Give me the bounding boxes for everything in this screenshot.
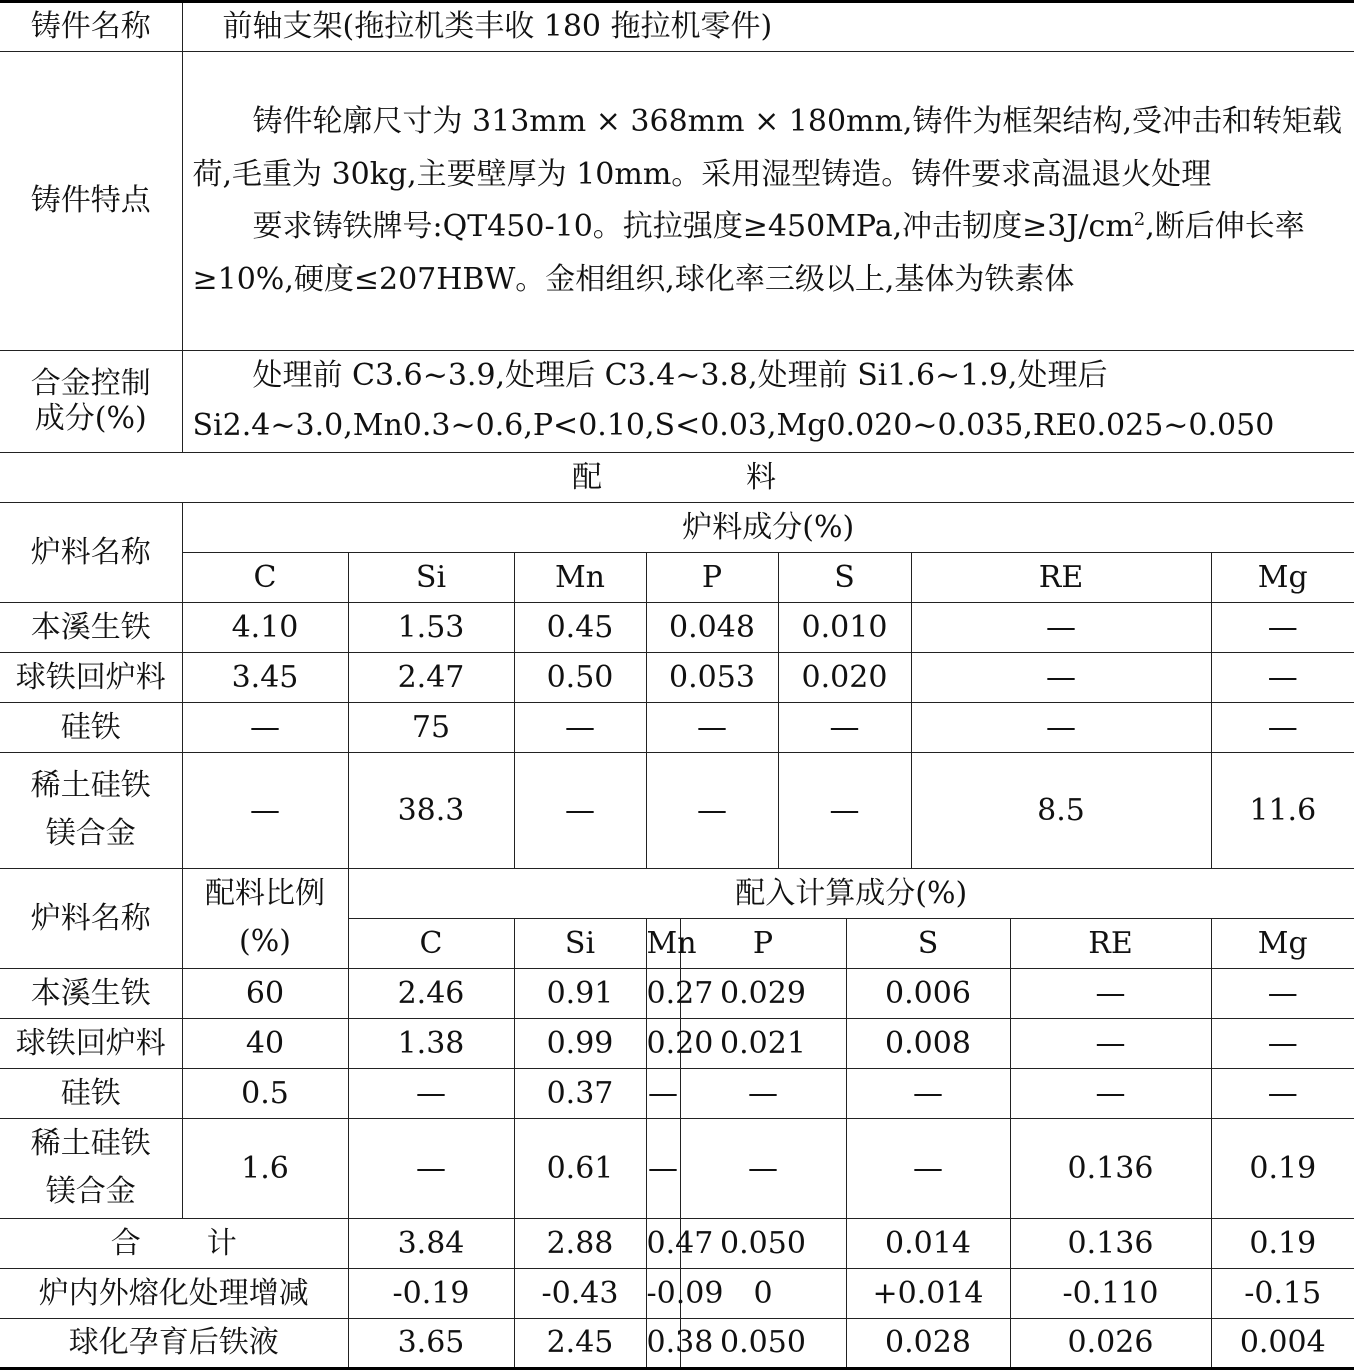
cell-c: 4.10	[182, 602, 348, 652]
cell-re: -0.110	[1010, 1268, 1211, 1318]
charge-name-header: 炉料名称	[0, 502, 182, 602]
cell-ratio: 40	[182, 1018, 348, 1068]
table-row	[0, 1118, 1354, 1218]
alloy-label-line-2: 成分(%)	[34, 401, 147, 437]
cell-re: 8.5	[911, 752, 1211, 868]
change-row	[0, 1268, 1354, 1318]
cell-si: 2.45	[514, 1318, 646, 1368]
cell-s: 0.028	[846, 1318, 1010, 1368]
cell-c: 3.45	[182, 652, 348, 702]
cell-s: 0.008	[846, 1018, 1010, 1068]
cell-si: 75	[348, 702, 514, 752]
cell-c: —	[182, 752, 348, 868]
alloy-paragraph: 处理前 C3.6~3.9,处理后 C3.4~3.8,处理前 Si1.6~1.9,处理后 Si2.4~3.0,Mn0.3~0.6,P<0.10,S<0.03,Mg0.020~0.035,RE0.025~0.050	[192, 358, 1275, 444]
casting-name-label: 铸件名称	[0, 2, 182, 52]
calc-col-si: Si	[514, 918, 646, 968]
cell-mg: 0.19	[1211, 1218, 1354, 1268]
calc-col-p: P	[680, 918, 846, 968]
casting-name-value: 前轴支架(拖拉机类丰收 180 拖拉机零件)	[182, 2, 1354, 52]
cell-s: —	[846, 1068, 1010, 1118]
charge-col-si: Si	[348, 552, 514, 602]
cell-re: 0.136	[1010, 1118, 1211, 1218]
charge-column-row	[0, 552, 1354, 602]
cell-si: 38.3	[348, 752, 514, 868]
cell-p: 0.048	[646, 602, 778, 652]
alloy-control-text	[182, 351, 1354, 453]
cell-c: -0.19	[348, 1268, 514, 1318]
cell-s: 0.014	[846, 1218, 1010, 1268]
alloy-control-row	[0, 351, 1354, 453]
casting-features-label: 铸件特点	[0, 52, 182, 351]
cell-re: —	[911, 652, 1211, 702]
calc-col-c: C	[348, 918, 514, 968]
table-row	[0, 602, 1354, 652]
charge-row-name: 球铁回炉料	[0, 652, 182, 702]
cell-c: —	[348, 1118, 514, 1218]
calc-col-mn: Mn	[646, 918, 680, 968]
calc-row-name: 本溪生铁	[0, 968, 182, 1018]
cell-si: 0.91	[514, 968, 646, 1018]
cell-mn: 0.27	[646, 968, 680, 1018]
cell-mn: 0.45	[514, 602, 646, 652]
charge-header-row	[0, 502, 1354, 552]
cell-s: 0.020	[778, 652, 911, 702]
cell-mg: —	[1211, 1018, 1354, 1068]
cell-c: 3.84	[348, 1218, 514, 1268]
cell-s: —	[778, 702, 911, 752]
cell-mn: 0.50	[514, 652, 646, 702]
cell-c: 3.65	[348, 1318, 514, 1368]
calc-row-name: 球铁回炉料	[0, 1018, 182, 1068]
alloy-control-label	[0, 351, 182, 453]
cell-p: 0.050	[680, 1218, 846, 1268]
calc-row-name: 硅铁	[0, 1068, 182, 1118]
cell-mg: —	[1211, 1068, 1354, 1118]
change-label: 炉内外熔化处理增减	[0, 1268, 348, 1318]
cell-mn: —	[646, 1118, 680, 1218]
cell-mn: -0.09	[646, 1268, 680, 1318]
cell-re: —	[911, 702, 1211, 752]
section-title: 配 料	[0, 452, 1354, 502]
cell-ratio: 0.5	[182, 1068, 348, 1118]
cell-si: 0.37	[514, 1068, 646, 1118]
table-row	[0, 968, 1354, 1018]
casting-name-row	[0, 2, 1354, 52]
table-row	[0, 1068, 1354, 1118]
cell-mn: 0.20	[646, 1018, 680, 1068]
cell-re: 0.136	[1010, 1218, 1211, 1268]
cell-mn: 0.47	[646, 1218, 680, 1268]
cell-p: 0.050	[680, 1318, 846, 1368]
cell-si: 0.61	[514, 1118, 646, 1218]
cell-s: 0.006	[846, 968, 1010, 1018]
cell-mg: —	[1211, 652, 1354, 702]
casting-features-row	[0, 52, 1354, 351]
alloy-label-line-1: 合金控制	[30, 366, 151, 401]
cell-mg: 11.6	[1211, 752, 1354, 868]
cell-mn: 0.38	[646, 1318, 680, 1368]
cell-s: +0.014	[846, 1268, 1010, 1318]
features-text-b: ,断后伸长率≥10%,硬度≤207HBW。金相组织,球化率三级以上,基体为铁素体	[192, 209, 1305, 297]
cell-re: —	[1010, 968, 1211, 1018]
charge-col-mn: Mn	[514, 552, 646, 602]
calc-col-re: RE	[1010, 918, 1211, 968]
calc-name-header: 炉料名称	[0, 868, 182, 968]
charge-col-mg: Mg	[1211, 552, 1354, 602]
cell-c: 2.46	[348, 968, 514, 1018]
charge-col-c: C	[182, 552, 348, 602]
cell-si: 2.88	[514, 1218, 646, 1268]
cell-p: 0.021	[680, 1018, 846, 1068]
cell-c: —	[348, 1068, 514, 1118]
cell-s: —	[846, 1118, 1010, 1218]
charge-row-name: 本溪生铁	[0, 602, 182, 652]
cell-si: 1.53	[348, 602, 514, 652]
cell-p: 0.053	[646, 652, 778, 702]
calc-row-name: 稀土硅铁 镁合金	[0, 1118, 182, 1218]
casting-features-text	[182, 52, 1354, 351]
cell-s: —	[778, 752, 911, 868]
calc-group-header: 配入计算成分(%)	[348, 868, 1354, 918]
cell-ratio: 1.6	[182, 1118, 348, 1218]
cell-si: 0.99	[514, 1018, 646, 1068]
table-row	[0, 652, 1354, 702]
cell-mn: —	[646, 1068, 680, 1118]
section-title-row	[0, 452, 1354, 502]
features-paragraph-2	[193, 201, 1349, 306]
charge-col-s: S	[778, 552, 911, 602]
total-row	[0, 1218, 1354, 1268]
cell-mg: 0.004	[1211, 1318, 1354, 1368]
cell-mg: —	[1211, 602, 1354, 652]
cell-c: —	[182, 702, 348, 752]
charge-col-p: P	[646, 552, 778, 602]
charge-col-re: RE	[911, 552, 1211, 602]
cell-mn: —	[514, 702, 646, 752]
calc-ratio-header: 配料比例 (%)	[182, 868, 348, 968]
calc-col-mg: Mg	[1211, 918, 1354, 968]
cell-re: 0.026	[1010, 1318, 1211, 1368]
cell-c: 1.38	[348, 1018, 514, 1068]
cell-re: —	[1010, 1068, 1211, 1118]
total-label: 合 计	[0, 1218, 348, 1268]
cell-re: —	[1010, 1018, 1211, 1068]
charge-row-name: 稀土硅铁 镁合金	[0, 752, 182, 868]
cell-p: —	[646, 702, 778, 752]
cell-mg: 0.19	[1211, 1118, 1354, 1218]
cell-p: —	[680, 1068, 846, 1118]
features-superscript: 2	[1133, 209, 1146, 230]
cell-p: —	[680, 1118, 846, 1218]
cell-mg: —	[1211, 968, 1354, 1018]
charge-row-name: 硅铁	[0, 702, 182, 752]
cell-s: 0.010	[778, 602, 911, 652]
features-text-a: 要求铸铁牌号:QT450-10。抗拉强度≥450MPa,冲击韧度≥3J/cm	[252, 209, 1134, 244]
cell-mg: —	[1211, 702, 1354, 752]
features-paragraph-1: 铸件轮廓尺寸为 313mm × 368mm × 180mm,铸件为框架结构,受冲击和转矩载荷,毛重为 30kg,主要壁厚为 10mm。采用湿型铸造。铸件要求高温退火处理	[192, 104, 1342, 192]
cell-ratio: 60	[182, 968, 348, 1018]
cell-mg: -0.15	[1211, 1268, 1354, 1318]
calc-col-s: S	[846, 918, 1010, 968]
cell-p: 0.029	[680, 968, 846, 1018]
calc-header-row	[0, 868, 1354, 918]
cell-si: -0.43	[514, 1268, 646, 1318]
cell-p: 0	[680, 1268, 846, 1318]
table-row	[0, 752, 1354, 868]
cell-mn: —	[514, 752, 646, 868]
charge-group-header: 炉料成分(%)	[182, 502, 1354, 552]
table-row	[0, 1018, 1354, 1068]
cell-p: —	[646, 752, 778, 868]
final-row	[0, 1318, 1354, 1368]
table-row	[0, 702, 1354, 752]
cell-si: 2.47	[348, 652, 514, 702]
final-label: 球化孕育后铁液	[0, 1318, 348, 1368]
cell-re: —	[911, 602, 1211, 652]
